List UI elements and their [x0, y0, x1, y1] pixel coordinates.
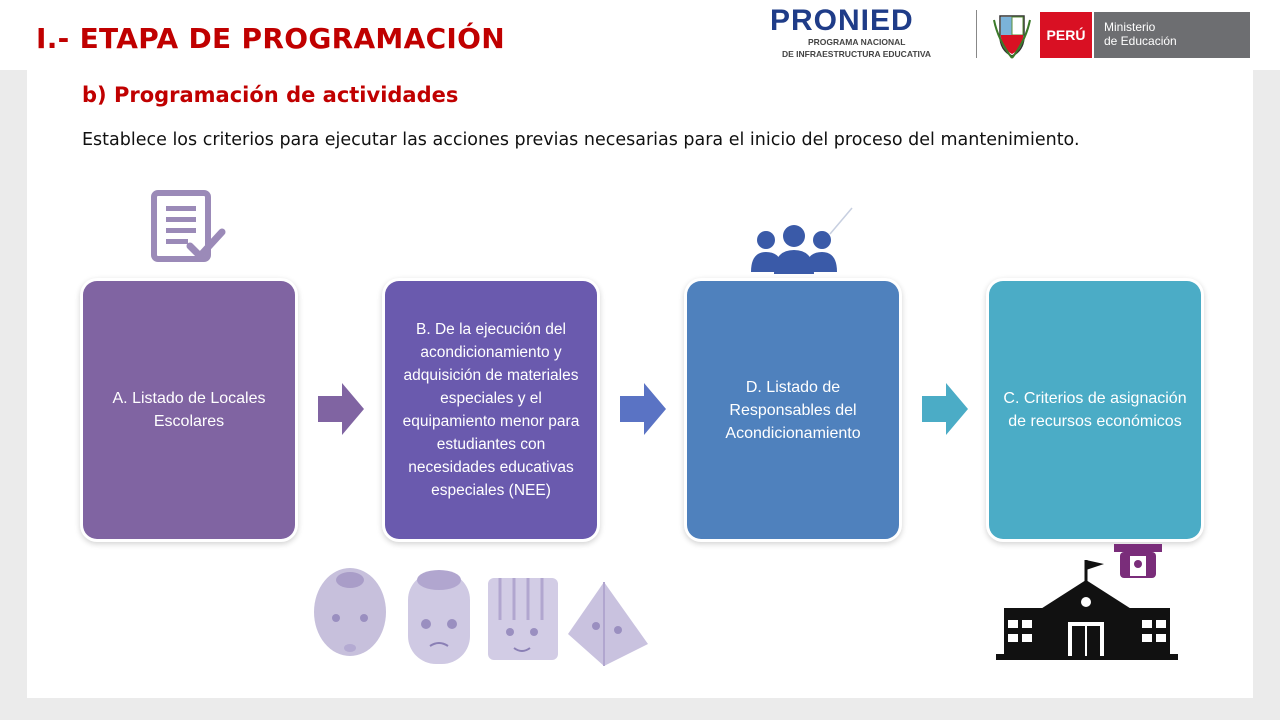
- group-people-icon: [748, 206, 854, 276]
- section-subtitle: b) Programación de actividades: [82, 83, 459, 107]
- step-b-label: B. De la ejecución del acondicionamiento y adquisición de materiales especiales y el equipamiento menor para estudiantes con necesidades educativas especiales (NEE): [402, 321, 580, 499]
- step-d-label: D. Listado de Responsables del Acondicionamiento: [725, 378, 861, 442]
- section-description: Establece los criterios para ejecutar las acciones previas necesarias para el inicio del proceso del mantenimiento.: [82, 130, 1080, 150]
- logo-divider: [976, 10, 977, 58]
- step-b-box: [385, 281, 597, 539]
- checklist-icon: [150, 190, 230, 266]
- step-d-box: [687, 281, 899, 539]
- school-building-icon: [996, 542, 1178, 662]
- arrow-right-icon: [922, 383, 968, 435]
- pronied-subtitle-2: DE INFRAESTRUCTURA EDUCATIVA: [782, 49, 932, 59]
- pronied-logo-text: PRONIED: [770, 4, 914, 37]
- step-c-label: C. Criterios de asignación de recursos económicos: [1003, 390, 1187, 430]
- pronied-subtitle-1: PROGRAMA NACIONAL: [808, 37, 906, 47]
- step-c-box: [989, 281, 1201, 539]
- national-shield-icon: [992, 10, 1032, 60]
- sensory-toys-icon: [306, 560, 652, 670]
- step-a-label: A. Listado de Locales Escolares: [112, 390, 266, 430]
- step-a-box: [83, 281, 295, 539]
- ministerio-logo: [1094, 12, 1250, 58]
- peru-logo: PERÚ: [1040, 12, 1092, 58]
- arrow-right-icon: [620, 383, 666, 435]
- page-title: I.- ETAPA DE PROGRAMACIÓN: [36, 22, 505, 55]
- ministerio-line-2: de Educación: [1104, 34, 1177, 48]
- arrow-right-icon: [318, 383, 364, 435]
- logo-banner: [764, 0, 1256, 68]
- ministerio-line-1: Ministerio: [1104, 20, 1156, 34]
